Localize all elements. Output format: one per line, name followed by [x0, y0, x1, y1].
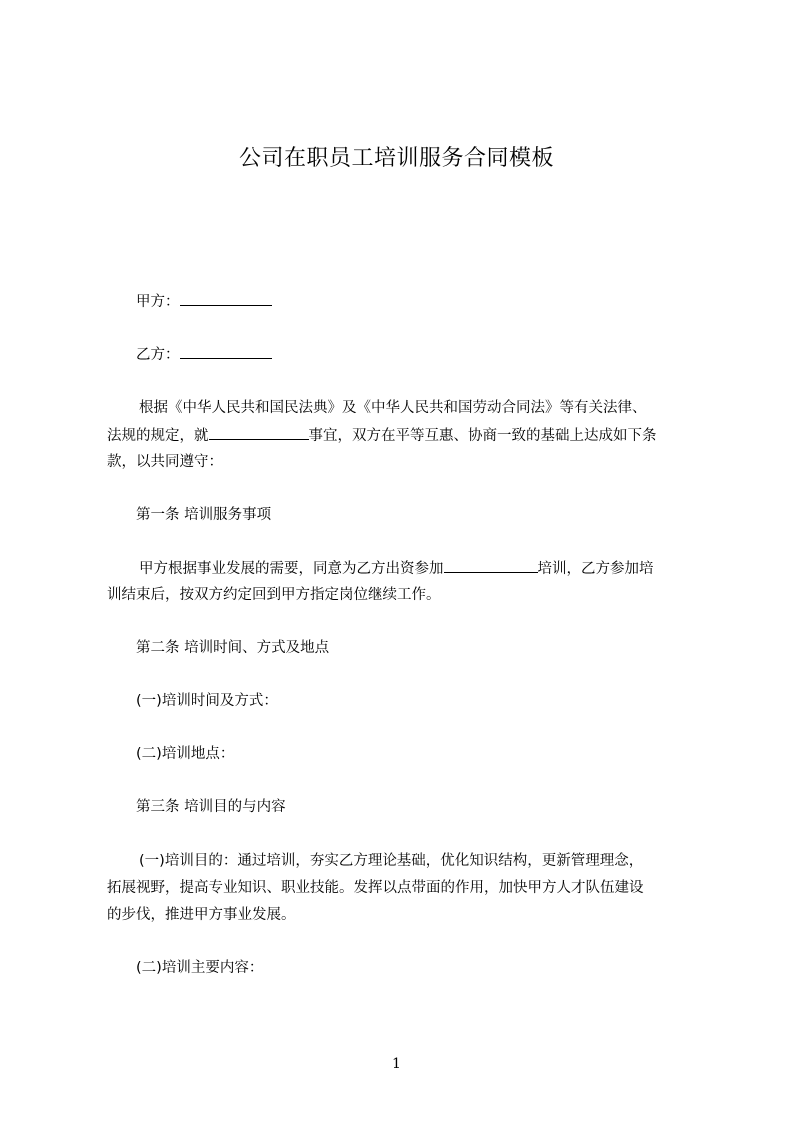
article-1-line-2: 训结束后，按双方约定回到甲方指定岗位继续工作。 [107, 587, 441, 603]
article-1-line-1-suffix: 培训，乙方参加培 [537, 561, 654, 577]
preamble-line-2 [107, 425, 657, 446]
document-title: 公司在职员工培训服务合同模板 [238, 146, 554, 171]
article-3-item-2: (二)培训主要内容： [136, 960, 264, 976]
preamble-line-1: 根据《中华人民共和国民法典》及《中华人民共和国劳动合同法》等有关法律、 [139, 400, 647, 416]
article-3-item-1-line-3: 的步伐，推进甲方事业发展。 [107, 907, 296, 923]
matter-blank[interactable] [209, 425, 309, 440]
article-1-line-1-prefix: 甲方根据事业发展的需要，同意为乙方出资参加 [139, 561, 444, 577]
article-3-heading: 第三条 培训目的与内容 [136, 799, 286, 815]
page-number: 1 [392, 1056, 401, 1072]
article-1-heading: 第一条 培训服务事项 [136, 507, 272, 523]
preamble-line-3: 款，以共同遵守： [107, 454, 223, 470]
article-3-item-1-line-2: 拓展视野，提高专业知识、职业技能。发挥以点带面的作用，加快甲方人才队伍建设 [107, 880, 644, 896]
training-blank[interactable] [444, 558, 538, 573]
party-b-blank[interactable] [180, 344, 272, 359]
party-b-label: 乙方： [136, 347, 180, 363]
article-1-line-1 [139, 558, 654, 579]
article-2-item-1: (一)培训时间及方式： [136, 693, 278, 709]
preamble-line-2-prefix: 法规的规定，就 [107, 428, 209, 444]
preamble-line-2-suffix: 事宜，双方在平等互惠、协商一致的基础上达成如下条 [308, 428, 657, 444]
party-a-line [136, 291, 272, 312]
article-2-heading: 第二条 培训时间、方式及地点 [136, 640, 330, 656]
party-b-line [136, 344, 272, 365]
article-3-item-1-line-1: (一)培训目的：通过培训，夯实乙方理论基础，优化知识结构，更新管理理念， [139, 853, 644, 869]
party-a-blank[interactable] [180, 291, 272, 306]
party-a-label: 甲方： [136, 294, 180, 310]
article-2-item-2: (二)培训地点： [136, 746, 235, 762]
